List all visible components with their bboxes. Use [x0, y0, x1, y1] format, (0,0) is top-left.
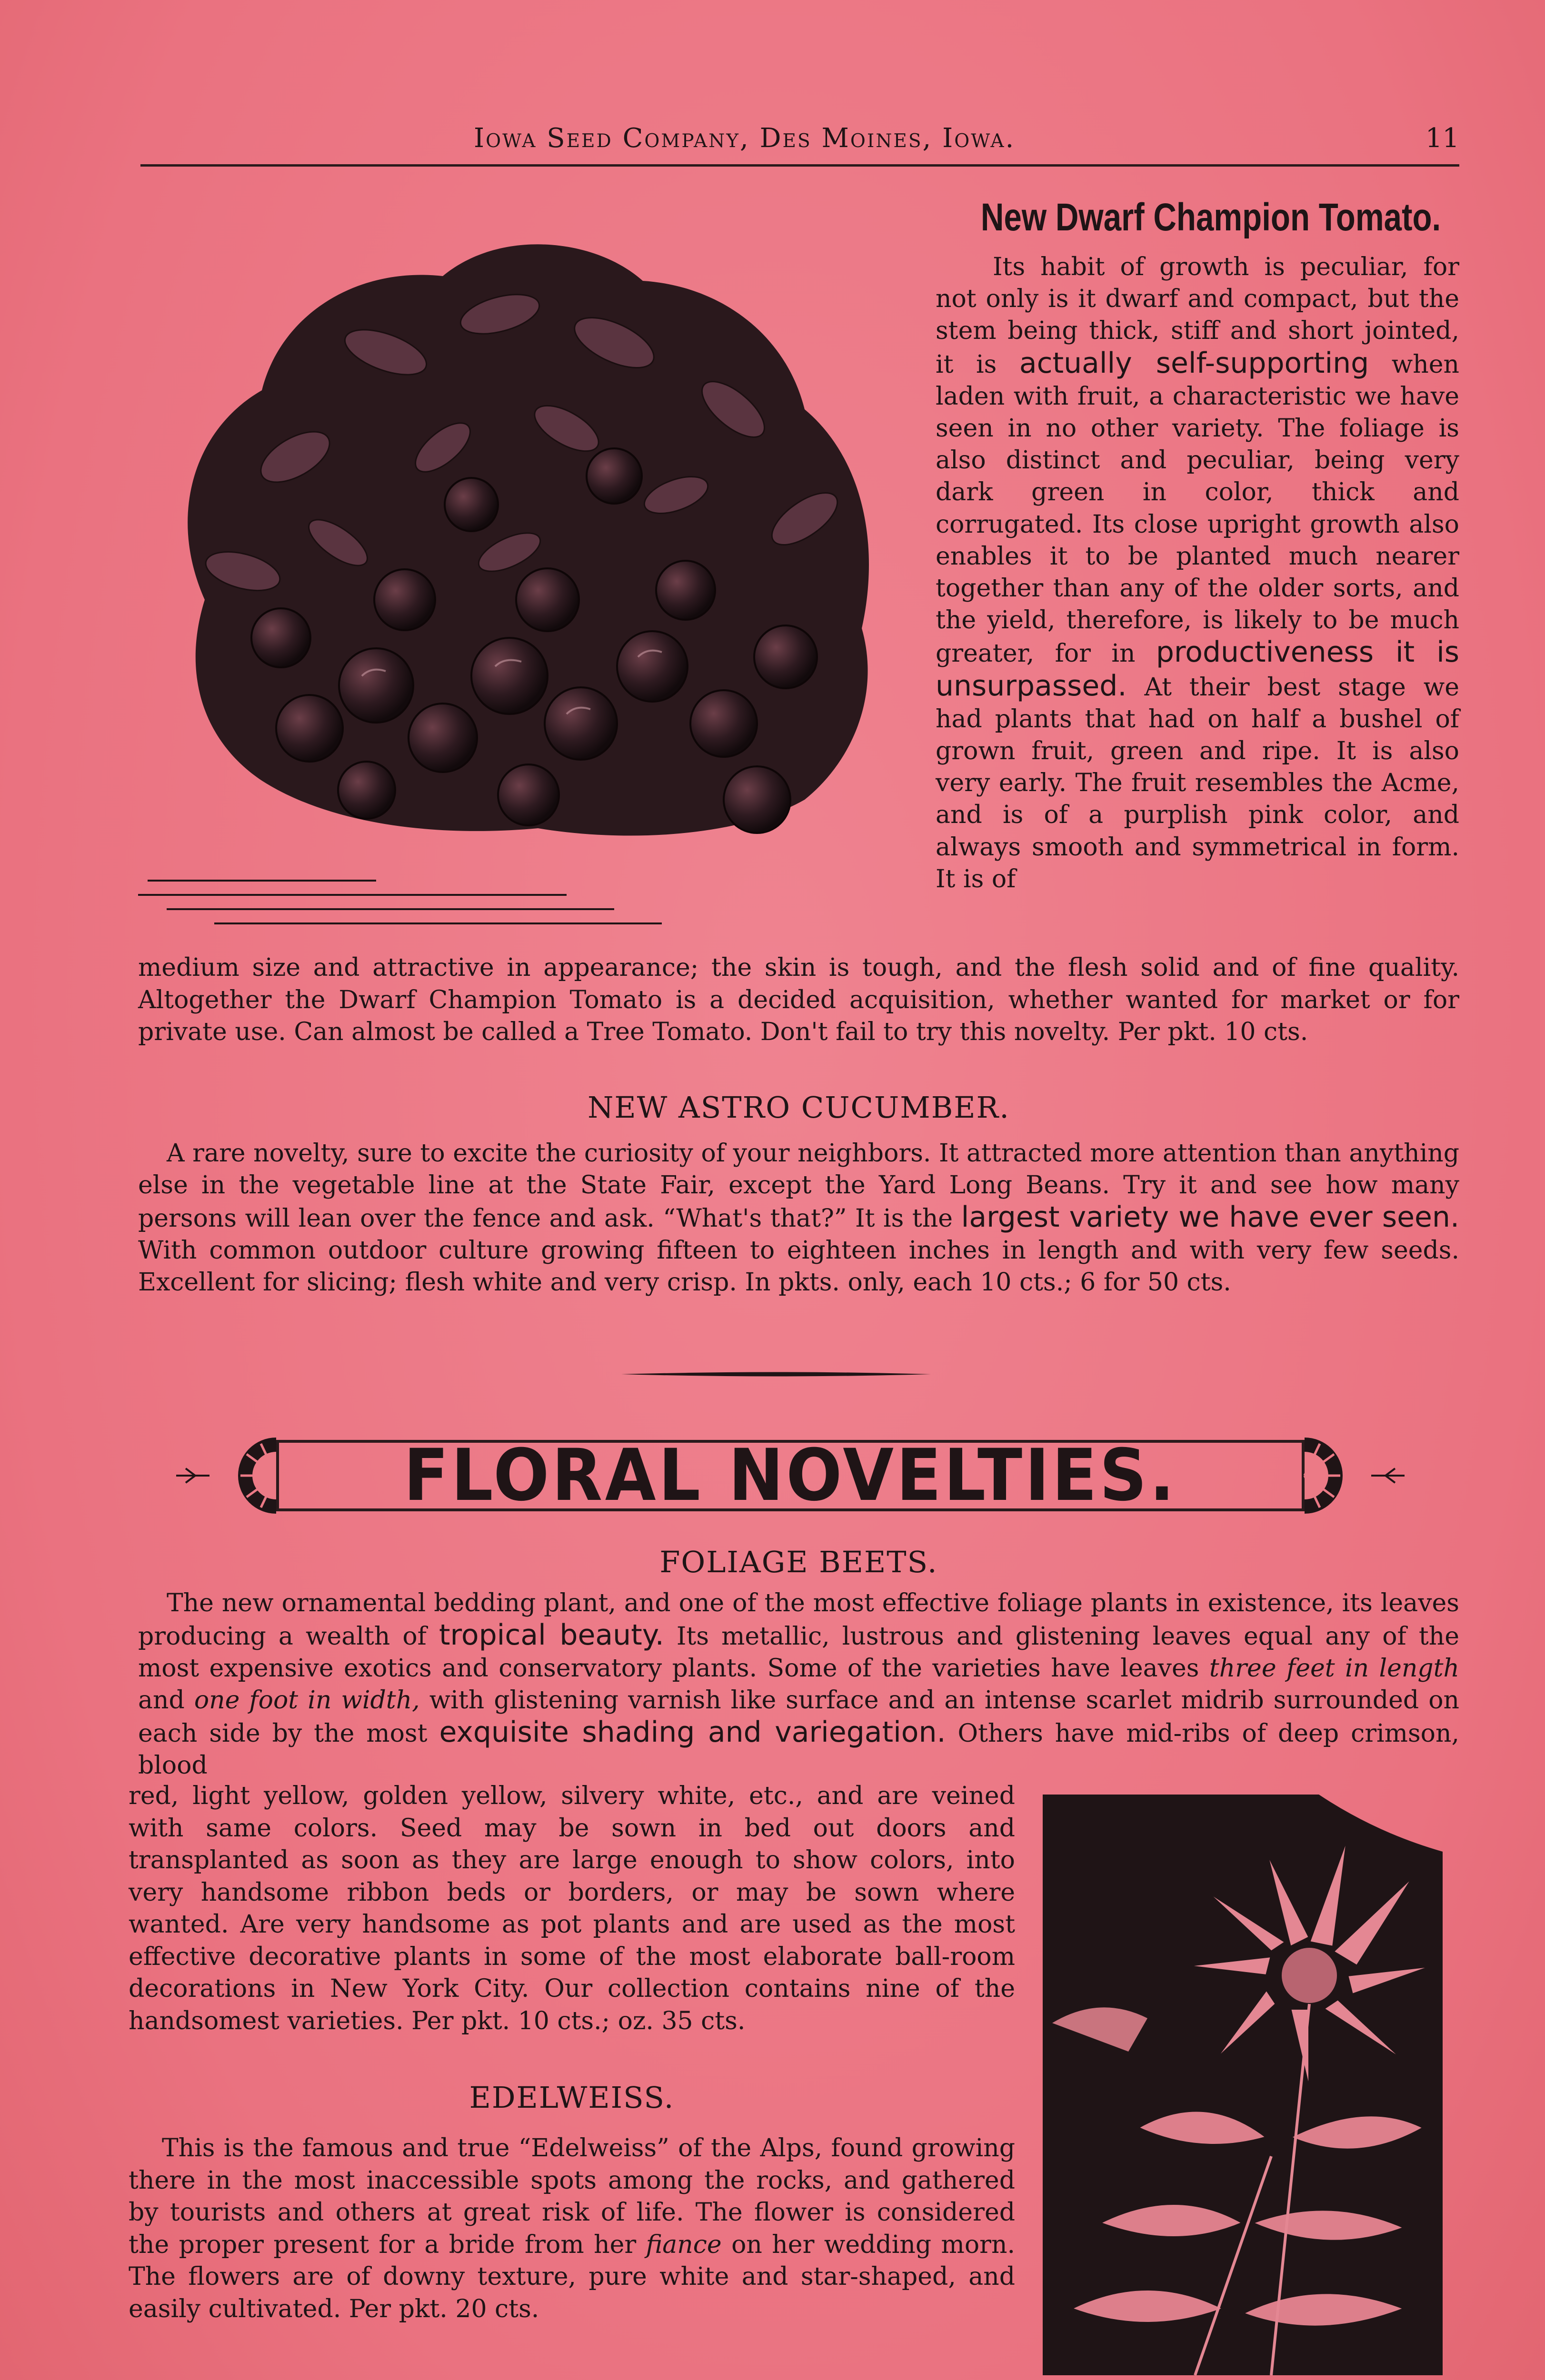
- beets-text-4: Others have mid-ribs of deep crimson, blood: [138, 1719, 1459, 1780]
- tomato-text-1: Its habit of growth is peculiar, for not only is it dwarf and compact, but the stem being thick, stiff and short jointed, it is: [936, 253, 1459, 379]
- edelweiss-italic: fiance: [646, 2230, 722, 2259]
- beets-description-continued: red, light yellow, golden yellow, silvery white, etc., and are veined with same colors. Seed may be sown in bed out doors and transplanted as soon as they are large enough to show colors, into very handsome ribbon beds or borders, or may be sown where wanted. Are very handsome as pot plants and are used as the most effective decorative plants in some of the most elaborate ball-room decorations in New York City. Our collection contains nine of the handsomest varieties. Per pkt. 10 cts.; oz. 35 cts.: [129, 1782, 1015, 2035]
- running-header: [140, 123, 1459, 156]
- tomato-description: [936, 251, 1459, 895]
- beets-description: [138, 1587, 1459, 1782]
- tomato-heading: New Dwarf Champion Tomato.: [980, 196, 1441, 239]
- tomato-text-2: when laden with fruit, a characteristic we have seen in no other variety. The foliage is also distinct and peculiar, being very dark green in color, thick and corrugated. Its close upright growth also enables it to be planted much nearer together than any of the older sorts, and the yield, therefore, is likely to be much greater, for in: [936, 350, 1459, 668]
- edelweiss-heading: EDELWEISS.: [469, 2080, 675, 2115]
- tomato-description-continued: medium size and attractive in appearance; the skin is tough, and the flesh solid and of fine quality. Altogether the Dwarf Champion Tomato is a decided acquisition, whether wanted for market or for private use. Can almost be called a Tree Tomato. Don't fail to try this novelty. Per pkt. 10 cts.: [138, 953, 1459, 1046]
- rosette-right-icon: [1300, 1426, 1405, 1526]
- beets-text-1: The new ornamental bedding plant, and one of the most effective foliage plants in existence, its leaves producing a wealth of: [138, 1589, 1459, 1651]
- cucumber-heading: NEW ASTRO CUCUMBER.: [588, 1090, 1010, 1125]
- cucumber-text-2: With common outdoor culture growing fifteen to eighteen inches in length and with very few seeds. Excellent for slicing; flesh white and very crisp. In pkts. only, each 10 cts.; 6 for 50 cts.: [138, 1236, 1459, 1297]
- cucumber-text-1: A rare novelty, sure to excite the curiosity of your neighbors. It attracted more attention than anything else in the vegetable line at the State Fair, except the Yard Long Beans. Try it and see how many persons will lean over the fence and ask. “What's that?” It is the: [138, 1139, 1459, 1233]
- beets-highlight-1: tropical beauty.: [439, 1618, 664, 1652]
- beets-text-2: Its metallic, lustrous and glistening leaves equal any of the most expensive exotics and conservatory plants. Some of the varieties have leaves: [138, 1622, 1460, 1683]
- beets-italic-2: one foot in width,: [194, 1686, 420, 1715]
- edelweiss-text-1: This is the famous and true “Edelweiss” of the Alps, found growing there in the most inaccessible spots among the rocks, and gathered by tourists and others at great risk of life. The flower is considered the proper present for a bride from her: [129, 2134, 1015, 2259]
- floral-novelties-banner: [176, 1426, 1405, 1526]
- edelweiss-text-2: on her wedding morn. The flowers are of downy texture, pure white and star-shaped, and easily cultivated. Per pkt. 20 cts.: [129, 2230, 1015, 2323]
- beets-highlight-2: exquisite shading and variegation.: [439, 1716, 946, 1749]
- tomato-text-3: At their best stage we had plants that had on half a bushel of grown fruit, green and ripe. It is also very early. The fruit resembles the Acme, and is of a purplish pink color, and always smooth and symmetrical in form. It is of: [936, 673, 1460, 893]
- beets-and: and: [138, 1686, 185, 1715]
- page-number: 11: [1425, 123, 1459, 154]
- edelweiss-description: [129, 2132, 1015, 2325]
- section-divider: [621, 1371, 931, 1378]
- header-rule: [140, 164, 1459, 167]
- banner-title: FLORAL NOVELTIES.: [403, 1434, 1177, 1517]
- cucumber-description: [138, 1138, 1459, 1299]
- cucumber-highlight: largest variety we have ever seen.: [961, 1200, 1460, 1234]
- tomato-highlight-2: productiveness it is unsurpassed.: [936, 635, 1460, 703]
- beets-italic-1: three feet in length: [1209, 1654, 1460, 1683]
- tomato-highlight-1: actually self-supporting: [1019, 346, 1369, 380]
- rosette-left-icon: [176, 1426, 281, 1526]
- tomato-plant-illustration: [138, 209, 928, 952]
- edelweiss-illustration: [1043, 1795, 1443, 2375]
- beets-text-3: with glistening varnish like surface and an intense scarlet midrib surrounded on each side by the most: [138, 1686, 1460, 1748]
- publisher-line: Iowa Seed Company, Des Moines, Iowa.: [474, 123, 1016, 154]
- beets-heading: FOLIAGE BEETS.: [659, 1545, 938, 1579]
